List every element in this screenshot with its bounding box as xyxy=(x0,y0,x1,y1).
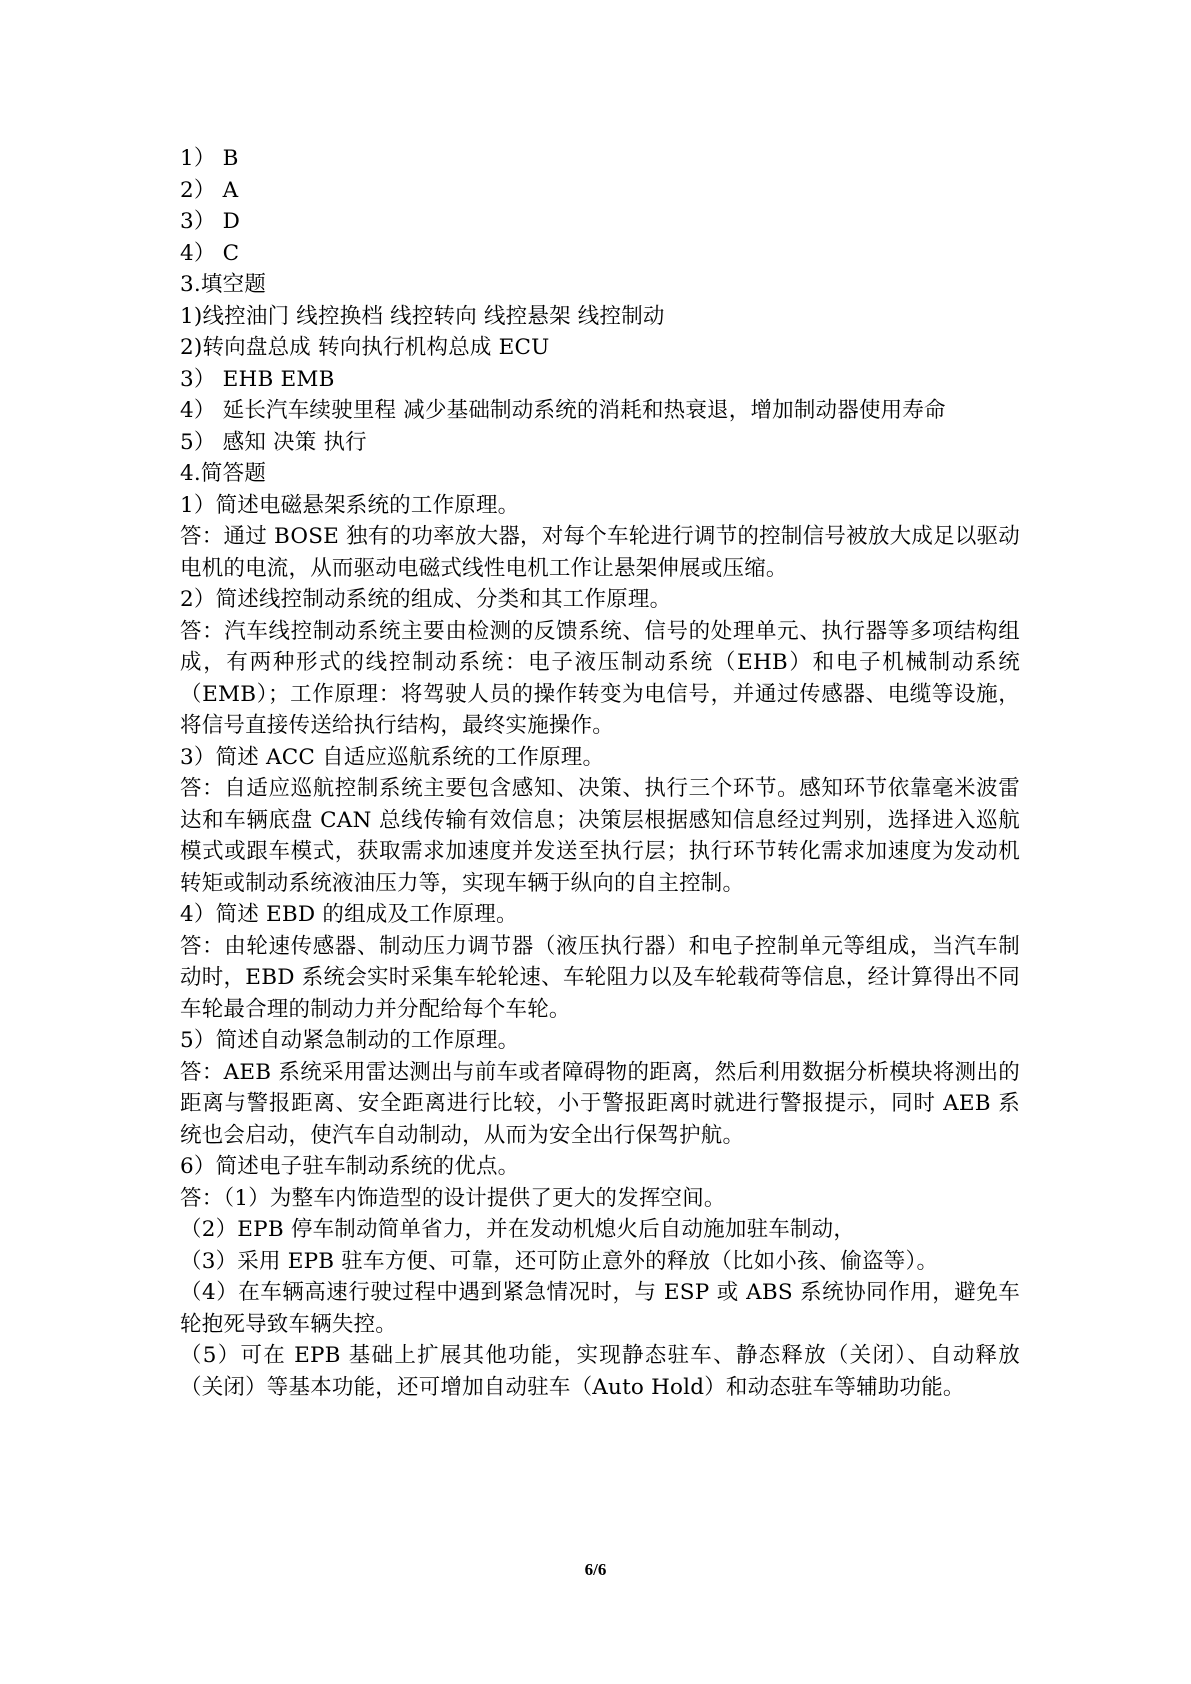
answer: 答：由轮速传感器、制动压力调节器（液压执行器）和电子控制单元等组成，当汽车制动时，EBD 系统会实时采集车轮轮速、车轮阻力以及车轮载荷等信息，经计算得出不同车轮最合理的制动力并分配给每个车轮。 xyxy=(180,933,1020,1022)
section-heading-short-answer: 4.简答题 xyxy=(180,461,267,486)
answer: 答：自适应巡航控制系统主要包含感知、决策、执行三个环节。感知环节依靠毫米波雷达和车辆底盘 CAN 总线传输有效信息；决策层根据感知信息经过判别，选择进入巡航模式或跟车模式，获取需求加速度并发送至执行层；执行环节转化需求加速度为发动机转矩或制动系统液油压力等，实现车辆于纵向的自主控制。 xyxy=(180,776,1020,896)
page-content xyxy=(180,143,1020,1403)
question: 2）简述线控制动系统的组成、分类和其工作原理。 xyxy=(180,587,672,612)
fill-blank-answer: 1)线控油门 线控换档 线控转向 线控悬架 线控制动 xyxy=(180,303,665,329)
answer: 答：汽车线控制动系统主要由检测的反馈系统、信号的处理单元、执行器等多项结构组成，有两种形式的线控制动系统：电子液压制动系统（EHB）和电子机械制动系统（EMB）；工作原理：将驾驶人员的操作转变为电信号，并通过传感器、电缆等设施，将信号直接传送给执行结构，最终实施操作。 xyxy=(180,618,1020,738)
choice-answer: 2） A xyxy=(180,177,239,203)
question: 6）简述电子驻车制动系统的优点。 xyxy=(180,1154,520,1179)
answer: 答：AEB 系统采用雷达测出与前车或者障碍物的距离，然后利用数据分析模块将测出的距离与警报距离、安全距离进行比较，小于警报距离时就进行警报提示，同时 AEB 系统也会启动，使汽车自动制动，从而为安全出行保驾护航。 xyxy=(180,1059,1020,1148)
question: 5）简述自动紧急制动的工作原理。 xyxy=(180,1028,520,1053)
answer: 答：通过 BOSE 独有的功率放大器，对每个车轮进行调节的控制信号被放大成足以驱动电机的电流，从而驱动电磁式线性电机工作让悬架伸展或压缩。 xyxy=(180,524,1020,581)
choice-answer: 3） D xyxy=(180,209,241,234)
section-heading-fill-blank: 3.填空题 xyxy=(180,272,267,297)
choice-answer: 4） C xyxy=(180,240,240,266)
answer-point: （5）可在 EPB 基础上扩展其他功能，实现静态驻车、静态释放（关闭）、自动释放（关闭）等基本功能，还可增加自动驻车（Auto Hold）和动态驻车等辅助功能。 xyxy=(180,1343,1020,1400)
question: 1）简述电磁悬架系统的工作原理。 xyxy=(180,492,520,518)
fill-blank-answer: 2)转向盘总成 转向执行机构总成 ECU xyxy=(180,335,550,360)
answer-point: （4）在车辆高速行驶过程中遇到紧急情况时，与 ESP 或 ABS 系统协同作用，避免车轮抱死导致车辆失控。 xyxy=(180,1280,1020,1337)
question: 4）简述 EBD 的组成及工作原理。 xyxy=(180,902,518,927)
answer-point: （3）采用 EPB 驻车方便、可靠，还可防止意外的释放（比如小孩、偷盗等）。 xyxy=(180,1248,939,1274)
fill-blank-answer: 4） 延长汽车续驶里程 减少基础制动系统的消耗和热衰退，增加制动器使用寿命 xyxy=(180,398,946,423)
fill-blank-answer: 5） 感知 决策 执行 xyxy=(180,429,367,455)
question: 3）简述 ACC 自适应巡航系统的工作原理。 xyxy=(180,744,605,770)
page-number: 6/6 xyxy=(584,1560,607,1579)
answer-point: （2）EPB 停车制动简单省力，并在发动机熄火后自动施加驻车制动， xyxy=(180,1217,856,1242)
choice-answer: 1） B xyxy=(180,146,239,171)
fill-blank-answer: 3） EHB EMB xyxy=(180,366,335,392)
answer-point: 答：（1）为整车内饰造型的设计提供了更大的发挥空间。 xyxy=(180,1185,726,1211)
